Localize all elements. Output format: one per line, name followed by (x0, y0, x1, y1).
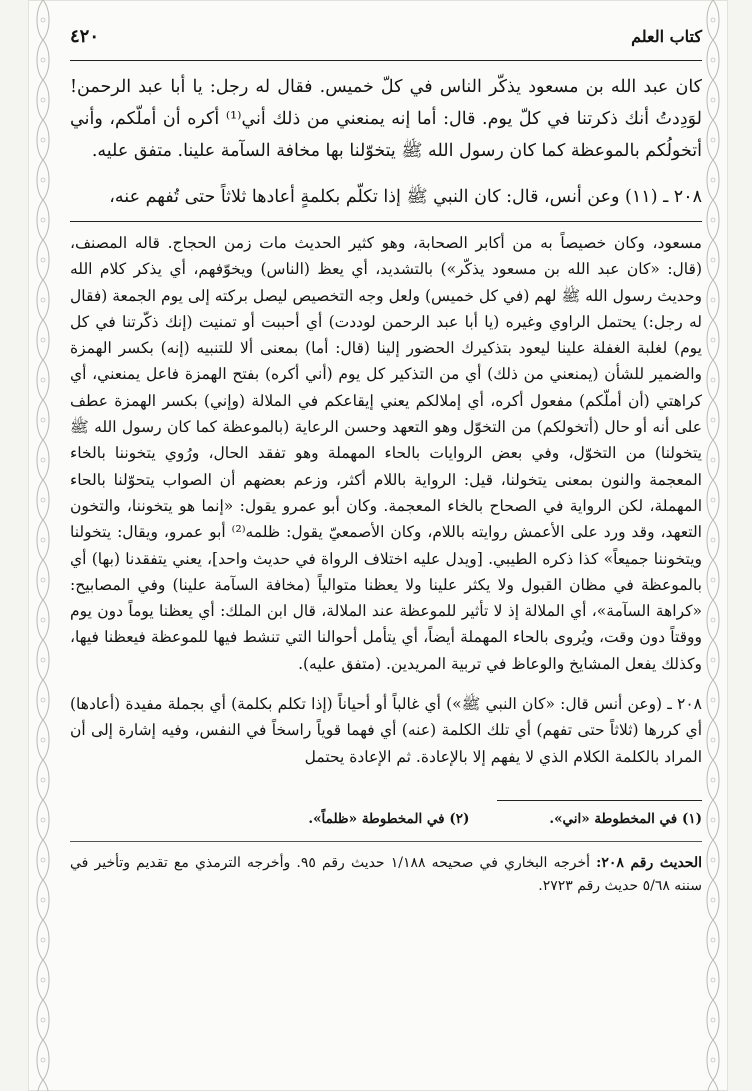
sharh-paragraph-1: مسعود، وكان خصيصاً به من أكابر الصحابة، وهو كثير الحديث مات زمن الحجاج. قاله المصنف، (قال: «كان عبد الله بن مسعود يذكّر») بالتشديد، أي يعظ (الناس) ويخوّفهم، أي يذكر كلام الله وحديث رسول الله ﷺ لهم (في كل خميس) ولعل وجه التخصيص ليصل بركته إلى يوم الجمعة (فقال له رجل:) يحتمل الراوي وغيره (يا أبا عبد الرحمن لوددت) أي أحببت أو تمنيت (إنك ذكّرتنا في كل يوم) لغلبة الغفلة علينا ليعود بتذكيرك الحضور إلينا (قال: أما) بمعنى ألا للتنبيه (إنه) بكسر الهمزة والضمير للشأن (يمنعني من ذلك) أي من التذكير كل يوم (أني أكره) بفتح الهمزة فاعل يمنعني، أي كراهتي (أن أملّكم) مفعول أكره، أي إملالكم يعني إيقاعكم في الملالة (وإني) بكسر الهمزة عطف على أنه أو حال (أتخولكم) من التخوّل وهو التعهد وحسن الرعاية (بالموعظة كما كان رسول الله ﷺ يتخولنا) من التخوّل، وفي بعض الروايات بالحاء المهملة وهو تفقد الحال، ورُوي يتخوننا بالخاء المعجمة والنون بمعنى يتخولنا، قيل: الرواية باللام أكثر، وزعم بعضهم أن الصواب يتحوّلنا بالحاء المهملة، لكن الرواية في الصحاح بالخاء المعجمة. وكان أبو عمرو يقول: «إنما هو يتخوننا، والتخون التعهد، وقد ورد على الأعمش روايته باللام، وكان الأصمعيّ يقول: ظلمه⁽²⁾ أبو عمرو، ويقال: يتخولنا ويتخوننا جميعاً» كذا ذكره الطيبي. [ويدل عليه اختلاف الرواة في حديث واحد]، يعني يتفقدنا (بها) أي بالموعظة في مظان القبول ولا يكثر علينا ولا يعظنا متوالياً (مخافة السآمة علينا) وفي المصابيح: «كراهة السآمة»، أي الملالة إذ لا تأثير للموعظة عند الملالة، قال ابن الملك: أي يعظنا يوماً دون يوم ووقتاً دون وقت، ويُروى بالحاء المهملة أيضاً، أي يتأمل أحوالنا التي تنشط فيها للموعظة فيعظنا فيها، وكذلك يفعل المشايخ والوعاظ في تربية المريدين. (متفق عليه). (70, 234, 702, 673)
matn-sharh-divider (70, 221, 702, 222)
takhrij-divider (70, 841, 702, 842)
footnote-2: (٢) في المخطوطة «ظلماً». (308, 810, 470, 827)
sharh-section (70, 230, 702, 770)
book-title: كتاب العلم (631, 27, 702, 46)
footnote-1: (١) في المخطوطة «اني». (549, 810, 702, 827)
takhrij-label: الحديث رقم ٢٠٨: (596, 854, 703, 871)
footnote-divider (497, 800, 702, 801)
ornament-pattern-icon (702, 0, 724, 1091)
page-header (70, 26, 702, 61)
matn-section (70, 71, 702, 213)
left-ornament-border (32, 0, 54, 1091)
page-content (70, 26, 702, 898)
takhrij-note (70, 852, 702, 898)
right-ornament-border (702, 0, 724, 1091)
previous-hadith-text: كان عبد الله بن مسعود يذكّر الناس في كلّ خميس. فقال له رجل: يا أبا عبد الرحمن! لوَدِدتُ أنك ذكرتنا في كلّ يوم. قال: أما إنه يمنعني من ذلك أني⁽¹⁾ أكره أن أملّكم، وأني أتخولُكم بالموعظة كما كان رسول الله ﷺ يتخوّلنا بها مخافة السآمة علينا. متفق عليه. (70, 77, 702, 161)
takhrij-text: أخرجه البخاري في صحيحه ١/١٨٨ حديث رقم ٩٥. وأخرجه الترمذي مع تقديم وتأخير في سننه ٥/٦٨ حديث رقم ٢٧٢٣. (70, 854, 702, 894)
footnotes (70, 811, 702, 827)
ornament-pattern-icon (32, 0, 54, 1091)
hadith-208-text: ٢٠٨ ـ (١١) وعن أنس، قال: كان النبي ﷺ إذا تكلّم بكلمةٍ أعادها ثلاثاً حتى تُفهم عنه، (109, 187, 702, 207)
page-number: ٤٢٠ (70, 26, 100, 47)
book-page (28, 0, 728, 1091)
sharh-paragraph-2: ٢٠٨ ـ (وعن أنس قال: «كان النبي ﷺ») أي غالباً أو أحياناً (إذا تكلم بكلمة) أي بجملة مفيدة (أعادها) أي كررها (ثلاثاً حتى تفهم) أي تلك الكلمة (عنه) أي فهما قوياً راسخاً في النفس، وفيه إشارة إلى أن المراد بالكلمة الكلام الذي لا يفهم إلا بالإعادة. ثم الإعادة يحتمل (70, 695, 702, 766)
